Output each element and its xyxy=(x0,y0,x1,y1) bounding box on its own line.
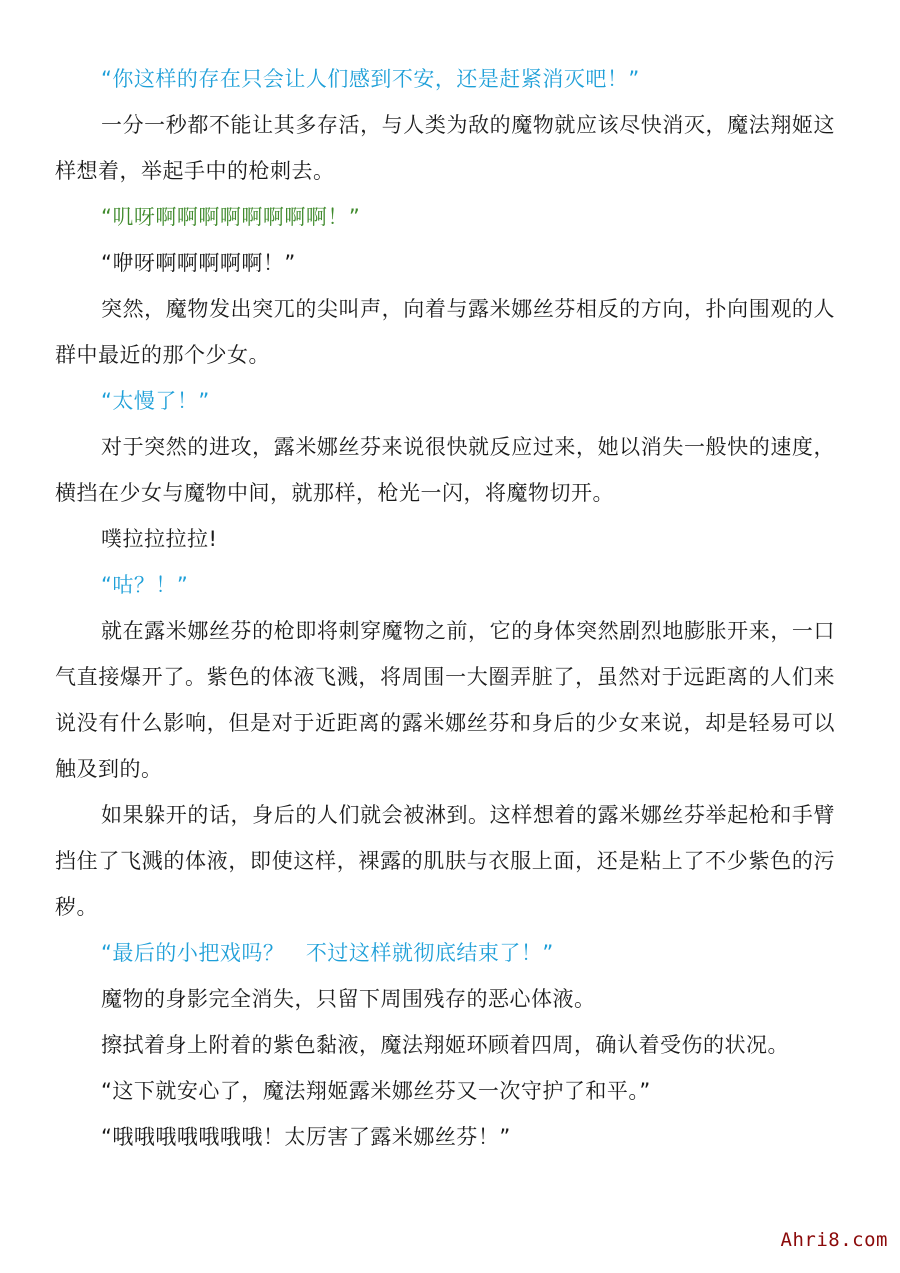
sound-effect-line: 噗拉拉拉拉! xyxy=(101,527,218,551)
dialogue-line: “叽呀啊啊啊啊啊啊啊啊！” xyxy=(101,205,361,229)
dialogue-line: “太慢了！” xyxy=(101,389,210,413)
narration-paragraph: 就在露米娜丝芬的枪即将刺穿魔物之前，它的身体突然剧烈地膨胀开来，一口气直接爆开了。紫色的体液飞溅，将周围一大圈弄脏了，虽然对于远距离的人们来说没有什么影响，但是对于近距离的露米娜丝芬和身后的少女来说，却是轻易可以触及到的。 xyxy=(55,619,835,781)
dialogue-line: “你这样的存在只会让人们感到不安，还是赶紧消灭吧！” xyxy=(101,67,640,91)
narration-paragraph: 一分一秒都不能让其多存活，与人类为敌的魔物就应该尽快消灭，魔法翔姬这样想着，举起手中的枪刺去。 xyxy=(55,113,835,183)
narration-paragraph: 如果躲开的话，身后的人们就会被淋到。这样想着的露米娜丝芬举起枪和手臂挡住了飞溅的体液，即使这样，裸露的肌肤与衣服上面，还是粘上了不少紫色的污秽。 xyxy=(55,803,835,919)
watermark: Ahri8.com xyxy=(780,1229,888,1251)
document-body xyxy=(55,56,835,1160)
narration-paragraph: 魔物的身影完全消失，只留下周围残存的恶心体液。 xyxy=(101,987,596,1011)
narration-paragraph: 突然，魔物发出突兀的尖叫声，向着与露米娜丝芬相反的方向，扑向围观的人群中最近的那个少女。 xyxy=(55,297,835,367)
narration-paragraph: 擦拭着身上附着的紫色黏液，魔法翔姬环顾着四周，确认着受伤的状况。 xyxy=(101,1033,789,1057)
narration-paragraph: 对于突然的进攻，露米娜丝芬来说很快就反应过来，她以消失一般快的速度，横挡在少女与魔物中间，就那样，枪光一闪，将魔物切开。 xyxy=(55,435,835,505)
dialogue-line: “这下就安心了，魔法翔姬露米娜丝芬又一次守护了和平。” xyxy=(101,1079,651,1103)
dialogue-line: “咿呀啊啊啊啊啊！” xyxy=(101,251,296,275)
dialogue-line: “哦哦哦哦哦哦哦！太厉害了露米娜丝芬！” xyxy=(101,1125,511,1149)
dialogue-line: “咕？！” xyxy=(101,573,189,597)
dialogue-line: “最后的小把戏吗？ 不过这样就彻底结束了！” xyxy=(101,941,554,965)
